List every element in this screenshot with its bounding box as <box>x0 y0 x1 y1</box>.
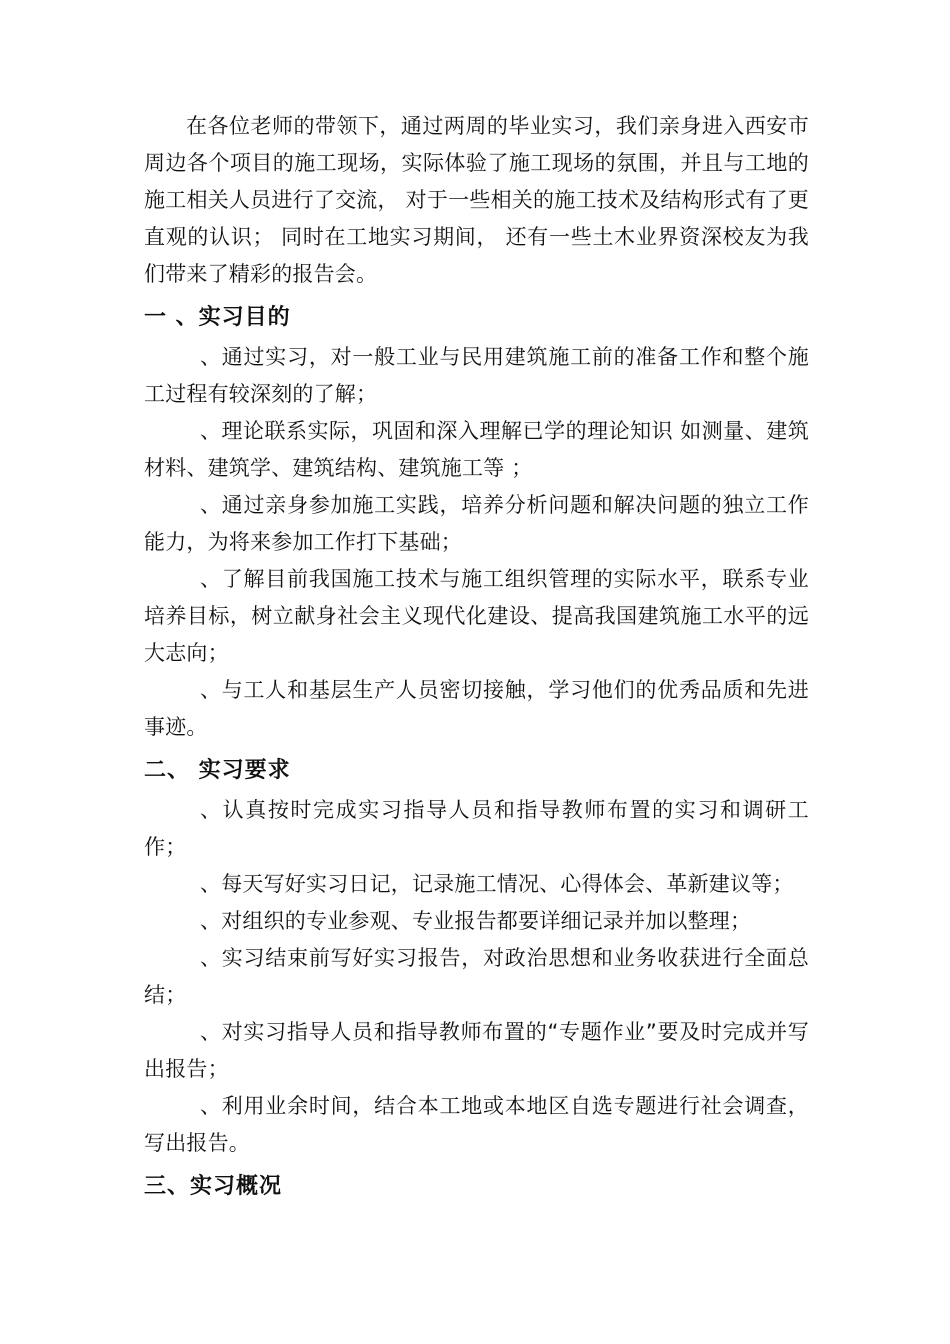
section-heading-requirements: 二、 实习要求 <box>144 758 291 783</box>
list-item: 、每天写好实习日记，记录施工情况、心得体会、革新建议等； <box>200 872 794 896</box>
list-item: 、实习结束前写好实习报告，对政治思想和业务收获进行全面总结； <box>144 946 809 1007</box>
section-heading-purpose: 一 、实习目的 <box>144 305 291 330</box>
list-item: 、对组织的专业参观、专业报告都要详细记录并加以整理； <box>200 909 752 933</box>
intro-paragraph: 在各位老师的带领下，通过两周的毕业实习，我们亲身进入西安市周边各个项目的施工现场，实际体验了施工现场的氛围，并且与工地的施工相关人员进行了交流， 对于一些相关的施工技术及结构形式有了更直观的认识； 同时在工地实习期间， 还有一些土木业界资深校友为我们带来了精彩的报告会。 <box>144 114 809 286</box>
list-item: 、通过实习，对一般工业与民用建筑施工前的准备工作和整个施工过程有较深刻的了解； <box>144 345 809 406</box>
list-item: 、通过亲身参加施工实践，培养分析问题和解决问题的独立工作能力，为将来参加工作打下基础； <box>144 493 809 554</box>
list-item: 、对实习指导人员和指导教师布置的“专题作业”要及时完成并写出报告； <box>144 1020 809 1081</box>
section-overview <box>144 1168 809 1205</box>
section-purpose <box>144 299 809 746</box>
section-requirements <box>144 752 809 1162</box>
document-page <box>144 108 809 1208</box>
list-item: 、了解目前我国施工技术与施工组织管理的实际水平，联系专业培养目标，树立献身社会主义现代化建设、提高我国建筑施工水平的远大志向； <box>144 567 809 665</box>
list-item: 、与工人和基层生产人员密切接触，学习他们的优秀品质和先进事迹。 <box>144 678 809 739</box>
list-item: 、认真按时完成实习指导人员和指导教师布置的实习和调研工作； <box>144 798 809 859</box>
list-item: 、利用业余时间，结合本工地或本地区自选专题进行社会调查，写出报告。 <box>144 1094 809 1155</box>
section-heading-overview: 三、实习概况 <box>144 1174 283 1199</box>
list-item: 、理论联系实际，巩固和深入理解已学的理论知识 如测量、建筑材料、建筑学、建筑结构、建筑施工等 ； <box>144 419 809 480</box>
